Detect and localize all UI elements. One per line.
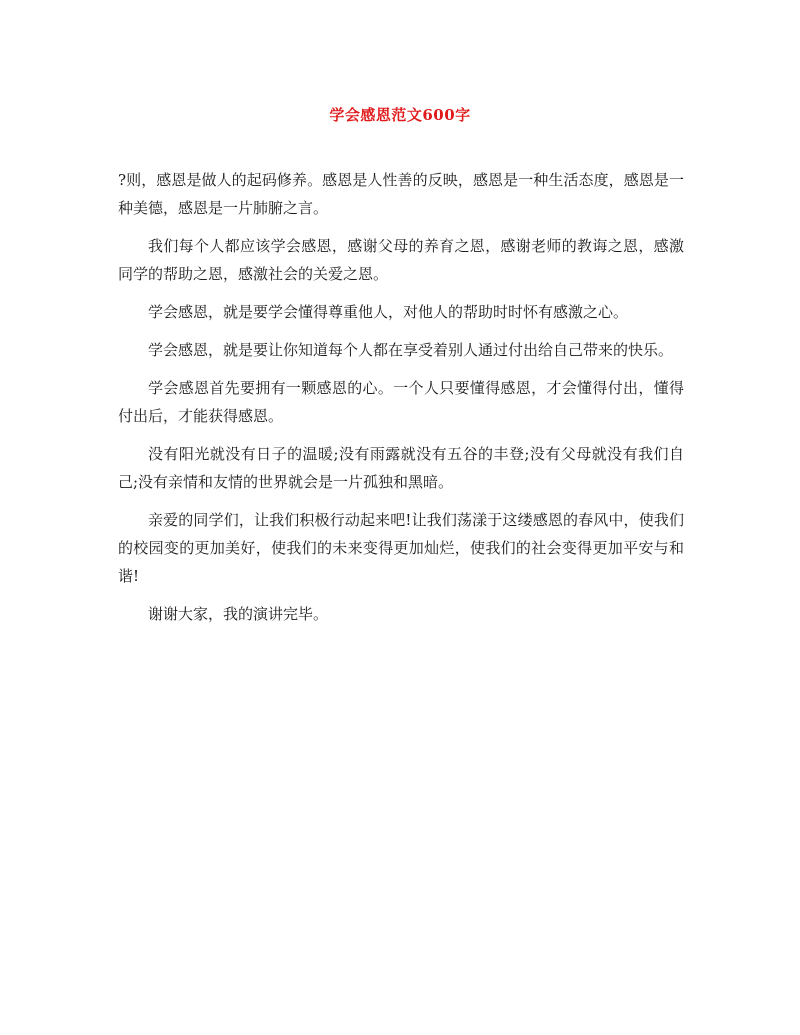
paragraph: ?则，感恩是做人的起码修养。感恩是人性善的反映，感恩是一种生活态度，感恩是一种美德，感恩是一片肺腑之言。	[118, 171, 684, 217]
paragraph: 学会感恩，就是要让你知道每个人都在享受着别人通过付出给自己带来的快乐。	[148, 341, 674, 359]
document-title: 学会感恩范文600字	[329, 106, 471, 124]
paragraph: 谢谢大家，我的演讲完毕。	[148, 605, 329, 623]
paragraph: 学会感恩首先要拥有一颗感恩的心。一个人只要懂得感恩，才会懂得付出，懂得付出后，才能获得感恩。	[118, 379, 684, 425]
paragraph: 没有阳光就没有日子的温暖;没有雨露就没有五谷的丰登;没有父母就没有我们自己;没有亲情和友情的世界就会是一片孤独和黑暗。	[118, 445, 684, 491]
paragraph: 学会感恩，就是要学会懂得尊重他人，对他人的帮助时时怀有感激之心。	[148, 303, 629, 321]
paragraph: 亲爱的同学们，让我们积极行动起来吧!让我们荡漾于这缕感恩的春风中，使我们的校园变的更加美好，使我们的未来变得更加灿烂，使我们的社会变得更加平安与和谐!	[118, 511, 684, 585]
document-body	[118, 166, 684, 638]
paragraph: 我们每个人都应该学会感恩，感谢父母的养育之恩，感谢老师的教诲之恩，感激同学的帮助之恩，感激社会的关爱之恩。	[118, 237, 684, 283]
